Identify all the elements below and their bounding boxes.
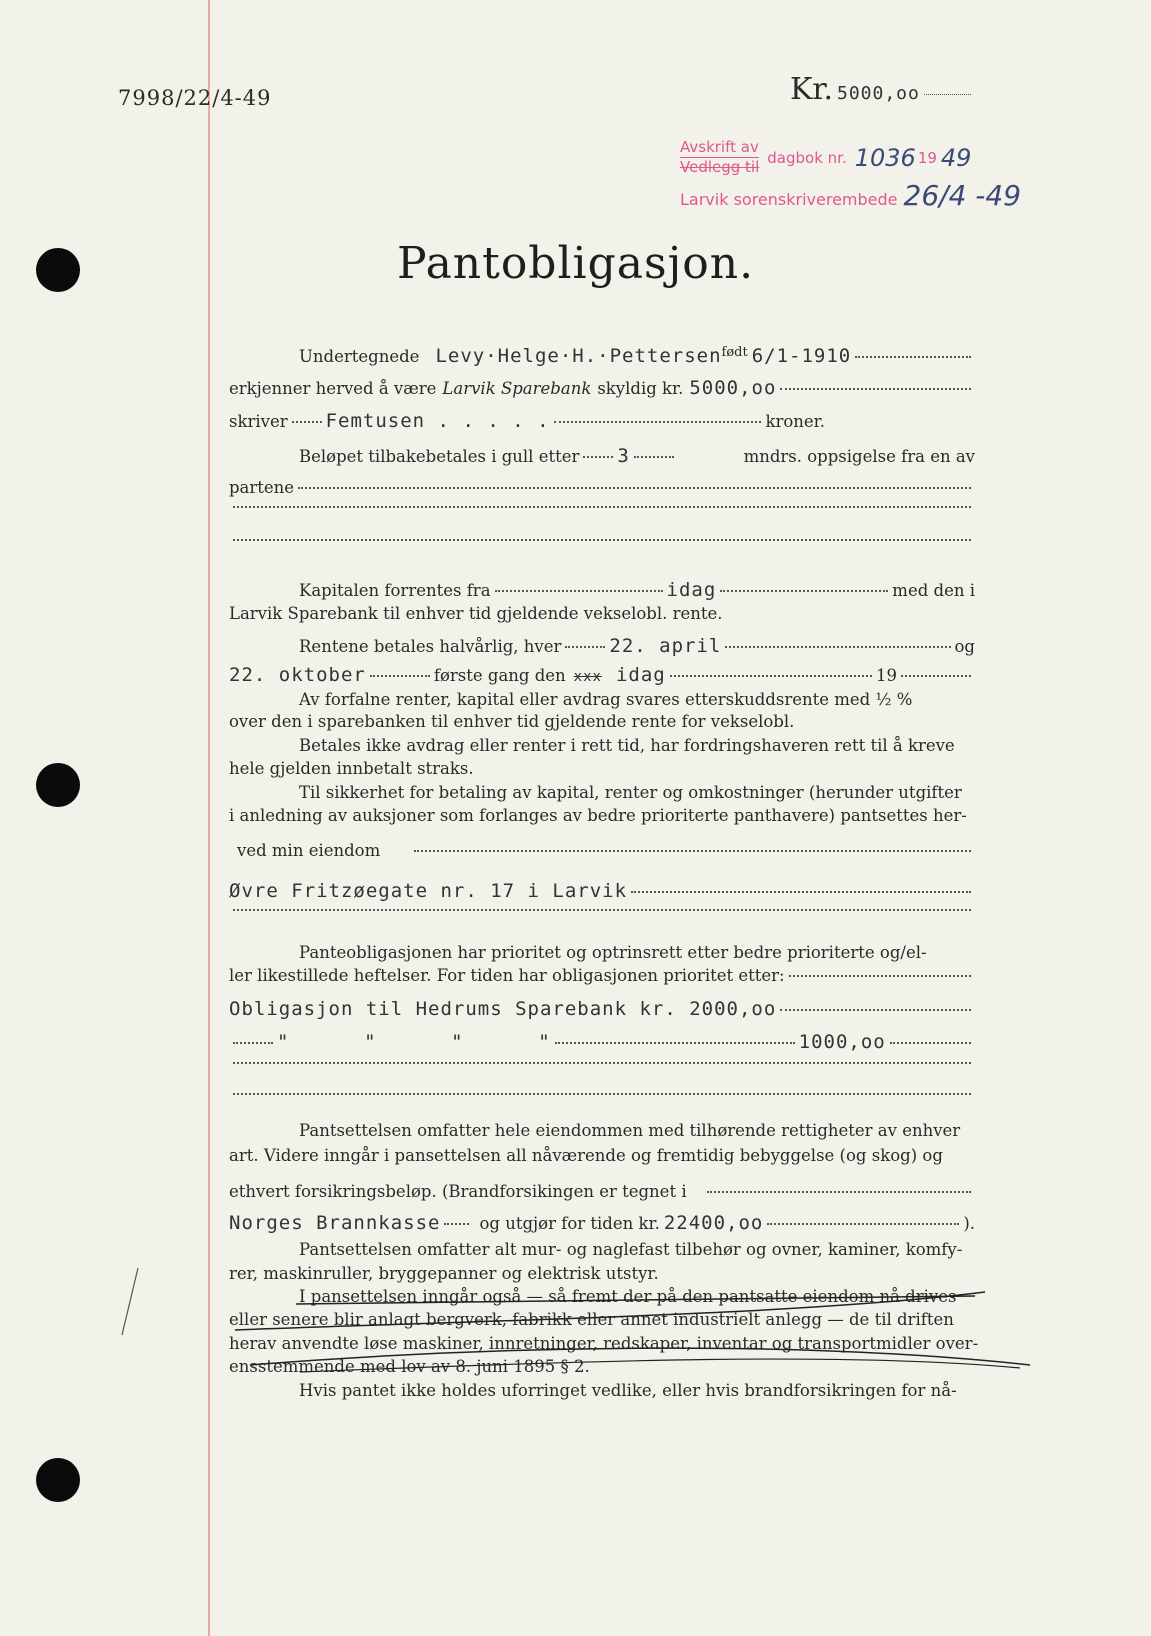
label: skyldig kr. [597,379,684,398]
label: første gang den [433,666,566,685]
line-sikkerhet2: i anledning av auksjoner som forlanges av bedre prioriterte panthavere) pantsettes her- [229,806,967,825]
line-forfalne1: Av forfalne renter, kapital eller avdrag svares etterskuddsrente med ½ % [299,690,913,709]
kr-label: Kr. [790,72,833,107]
stamp-nr: 1036 [854,143,916,172]
stamp-dagbok: dagbok nr. [767,148,847,167]
reference-number: 7998/22/4-49 [118,86,272,110]
label: ler likestillede heftelser. For tiden har obligasjonen prioritet etter: [229,966,785,985]
label: kroner. [765,412,825,431]
line-hvis: Hvis pantet ikke holdes uforringet vedlike, eller hvis brandforsikringen for nå- [299,1381,957,1400]
loan-amount: 5000,oo [689,377,777,399]
label: med den i [892,581,975,600]
prior-charge-text: Obligasjon til Hedrums Sparebank kr. 2000,oo [229,998,777,1020]
line-ogsa2: eller senere blir anlagt bergverk, fabrikk eller annet industrielt anlegg — de til driften [229,1310,954,1329]
page-title: Pantobligasjon. [396,238,755,289]
stamp-year: 49 [940,143,972,172]
line-mur2: rer, maskinruller, bryggepanner og elektrisk utstyr. [229,1264,659,1283]
debtor-name: Levy·Helge·H.·Pettersen [435,345,722,367]
stamp-office: Larvik sorenskriverembede [680,190,898,209]
label: Undertegnede [299,347,420,366]
label: og utgjør for tiden kr. [479,1214,660,1233]
kr-amount: 5000,oo [837,83,920,104]
label: ethvert forsikringsbeløp. (Brandforsikingen er tegnet i [229,1182,687,1201]
label: Beløpet tilbakebetales i gull etter [299,447,580,466]
label: skriver [229,412,288,431]
strike-line [250,1348,1030,1365]
line-omfatter2: art. Videre inngår i pansettelsen all nåværende og fremtidig bebyggelse (og skog) og [229,1146,943,1165]
line-mur1: Pantsettelsen omfatter alt mur- og naglefast tilbehør og ovner, kaminer, komfy- [299,1240,963,1259]
bank-name: Larvik Sparebank [442,379,592,398]
line-omfatter1: Pantsettelsen omfatter hele eiendommen med tilhørende rettigheter av enhver [299,1121,961,1140]
line-betales2: hele gjelden innbetalt straks. [229,759,474,778]
line-larvik: Larvik Sparebank til enhver tid gjeldende vekselobl. rente. [229,604,723,623]
stamp-line2: Vedlegg til [680,158,760,176]
crossed-xxx: xxx [573,669,602,685]
notice-months: 3 [617,445,630,467]
stamp-year-prefix: 19 [917,148,937,167]
interest-from: idag [666,579,717,601]
insurer-name: Norges Brannkasse [229,1212,441,1234]
first-payment: idag [615,664,666,686]
prior-charge-amount: 1000,oo [798,1031,886,1053]
label: 19 [876,666,897,685]
line-ogsa3: herav anvendte løse maskiner, innretninger, redskaper, inventar og transportmidler over- [229,1334,979,1353]
insured-amount: 22400,oo [663,1212,764,1234]
label: Rentene betales halvårlig, hver [299,637,562,656]
strike-line [300,1359,1020,1372]
line-betales1: Betales ikke avdrag eller renter i rett tid, har fordringshaveren rett til å kreve [299,736,955,755]
label: mndrs. oppsigelse fra en av [743,447,975,466]
label: ved min eiendom [237,841,381,860]
label: Kapitalen forrentes fra [299,581,491,600]
line-prioritet1: Panteobligasjonen har prioritet og optrinsrett etter bedre prioriterte og/el- [299,943,927,962]
birth-date: 6/1-1910 [751,345,852,367]
label: partene [229,478,295,497]
amount-words: Femtusen . . . . . [325,410,550,432]
line-ogsa1: I pansettelsen inngår også — så fremt der på den pantsatte eiendom nå drives [299,1287,957,1306]
line-sikkerhet1: Til sikkerhet for betaling av kapital, renter og omkostninger (herunder utgifter [299,783,962,802]
interest-date-2: 22. oktober [229,664,366,686]
property-address: Øvre Fritzøegate nr. 17 i Larvik [229,880,628,902]
pen-mark [122,1268,138,1335]
label: og [954,637,975,656]
stamp-line1: Avskrift av [680,138,759,156]
label: ). [963,1214,975,1233]
label: erkjenner herved å være [229,379,437,398]
stamp-date: 26/4 -49 [903,179,1022,212]
line-ogsa4: ensstemmende med lov av 8. juni 1895 § 2. [229,1357,590,1376]
line-forfalne2: over den i sparebanken til enhver tid gjeldende rente for vekselobl. [229,712,795,731]
interest-date-1: 22. april [609,635,722,657]
ditto-marks: " " " " [277,1031,551,1053]
label: født [721,345,748,360]
